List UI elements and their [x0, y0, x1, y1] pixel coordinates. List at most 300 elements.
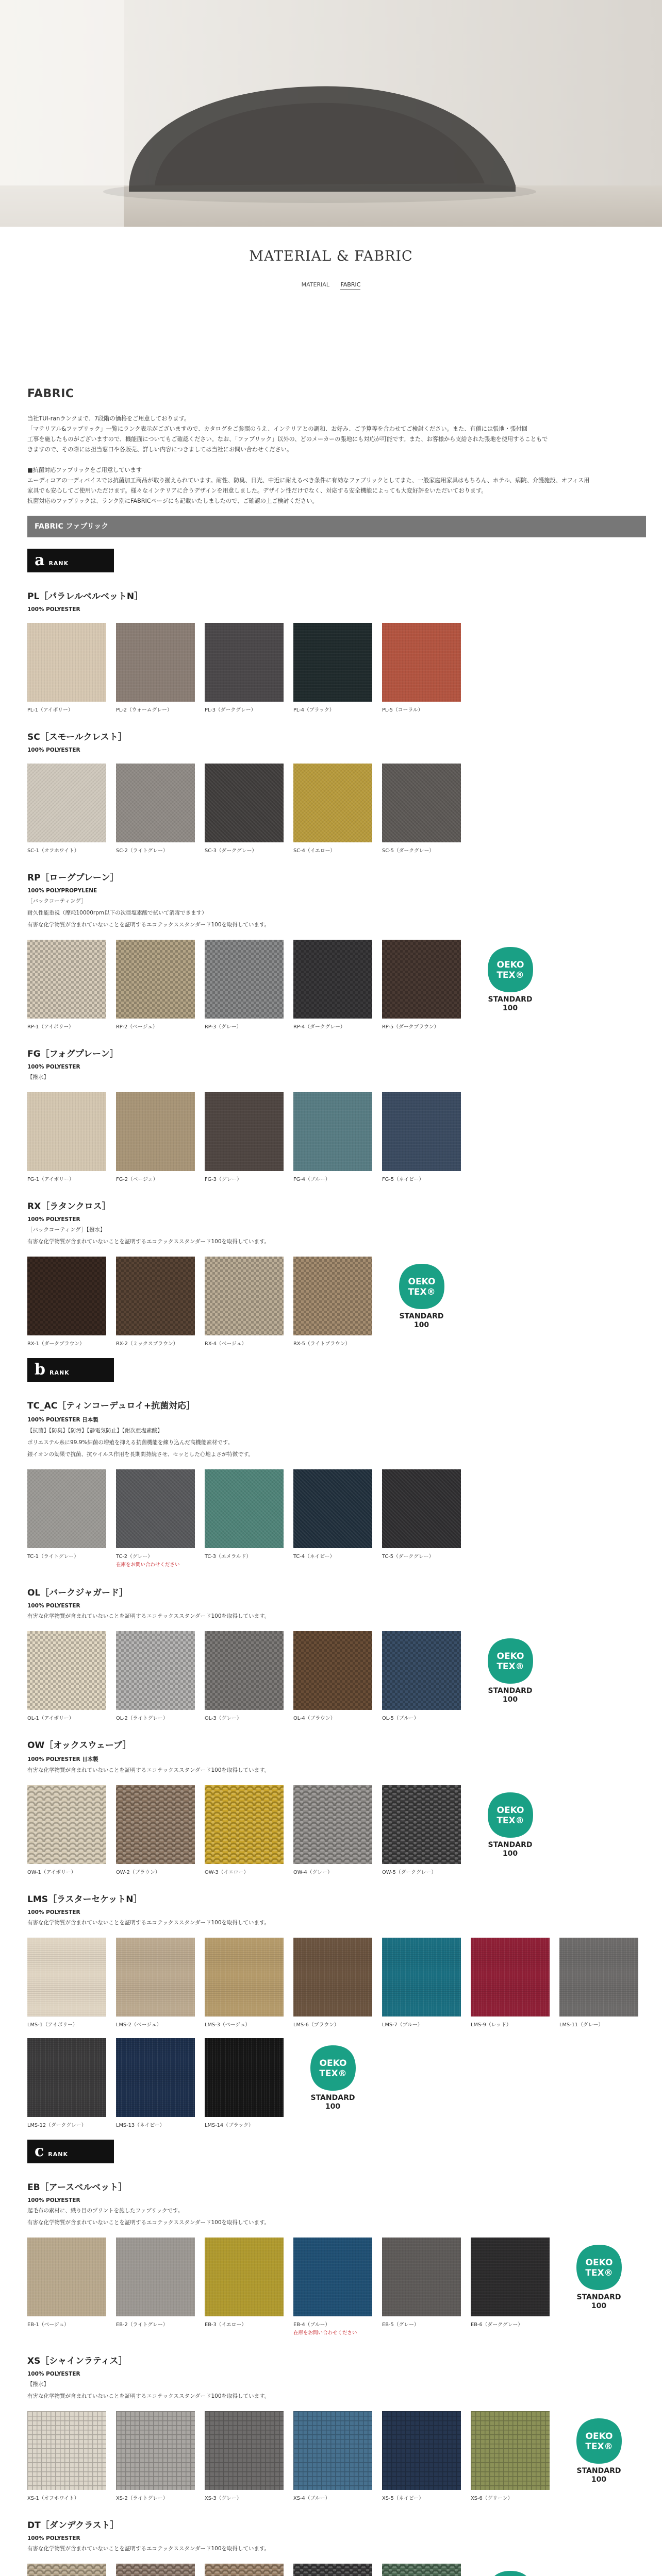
fabric-swatch[interactable]: [293, 623, 372, 713]
swatch-image[interactable]: [293, 2238, 372, 2316]
swatch-caption: TC-3（エメラルド）: [205, 1554, 252, 1560]
fabric-note: 銀イオンの効果で抗菌、抗ウイルス作用を長期間持続させ、セッとした心地よさが特徴です。: [27, 1451, 254, 1458]
swatch-image[interactable]: [471, 1938, 550, 2016]
swatch-caption: OW-1（アイボリー）: [27, 1870, 76, 1875]
swatch-caption: XS-5（ネイビー）: [382, 2496, 424, 2501]
oeko-word: OEKO: [408, 1276, 435, 1287]
fabric-swatch[interactable]: [293, 764, 372, 854]
swatch-image[interactable]: [382, 764, 461, 842]
swatch-caption: OW-2（ブラウン）: [116, 1870, 160, 1875]
swatch-image[interactable]: [116, 764, 195, 842]
fabric-swatch[interactable]: [116, 2564, 195, 2576]
breadcrumb-material-link[interactable]: MATERIAL: [301, 281, 329, 288]
swatch-image[interactable]: [293, 1938, 372, 2016]
fabric-title: XS［シャインラティス］: [27, 2356, 127, 2366]
swatch-image[interactable]: [382, 623, 461, 702]
swatch-image[interactable]: [116, 1785, 195, 1864]
fabric-swatch[interactable]: [116, 623, 195, 713]
swatch-grid: [27, 1092, 646, 1182]
oeko-tex-logo: [487, 2570, 534, 2576]
fabric-swatch[interactable]: [293, 1938, 372, 2028]
oeko-tex-badge: [559, 2238, 638, 2316]
swatch-image[interactable]: [27, 1092, 106, 1171]
oeko-tex-logo: [575, 2244, 623, 2291]
swatch-image[interactable]: [27, 2238, 106, 2316]
oeko-standard-label: [488, 1841, 533, 1858]
fabric-swatch[interactable]: [27, 1092, 106, 1182]
oeko-standard-word: STANDARD: [310, 2093, 355, 2102]
rank-list: [27, 537, 646, 2576]
swatch-image[interactable]: [116, 1938, 195, 2016]
swatch-image[interactable]: [471, 2411, 550, 2490]
swatch-caption: FG-4（ブルー）: [293, 1177, 330, 1182]
swatch-image[interactable]: [382, 2411, 461, 2490]
swatch-image[interactable]: [471, 2238, 550, 2316]
swatch-image[interactable]: [27, 623, 106, 702]
swatch-image[interactable]: [293, 1092, 372, 1171]
fabric-section: [27, 730, 646, 854]
swatch-image[interactable]: [205, 2411, 284, 2490]
oeko-standard-word: STANDARD: [488, 995, 533, 1004]
oeko-tex-logo: [575, 2417, 623, 2465]
fabric-note: 起毛布の素材に、織り目のプリントを施したファブリックです。: [27, 2208, 184, 2214]
fabric-section: [27, 2518, 646, 2576]
fabric-title: LMS［ラスターセケットN］: [27, 1894, 142, 1905]
swatch-image[interactable]: [27, 2038, 106, 2117]
swatch-image[interactable]: [205, 2038, 284, 2117]
swatch-caption: SC-4（イエロー）: [293, 848, 336, 854]
fabric-swatch[interactable]: [382, 1469, 461, 1560]
oeko-tex-logo: [309, 2044, 357, 2092]
fabric-swatch[interactable]: [205, 940, 284, 1030]
fabric-swatch[interactable]: [116, 2038, 195, 2128]
intro-line: ■抗菌対応ファブリックをご用意しています: [27, 467, 142, 473]
fabric-swatch[interactable]: [27, 2038, 106, 2128]
swatch-image[interactable]: [382, 1092, 461, 1171]
swatch-image[interactable]: [293, 2564, 372, 2576]
swatch-image[interactable]: [293, 623, 372, 702]
fabric-section: [27, 1199, 646, 1347]
fabric-swatch[interactable]: [27, 940, 106, 1030]
fabric-swatch[interactable]: [205, 1785, 284, 1875]
oeko-tex-badge: [471, 940, 550, 1019]
oeko-standard-label: [400, 1312, 444, 1330]
swatch-caption: LMS-3（ベージュ）: [205, 2022, 251, 2028]
rank-letter: c: [35, 2142, 44, 2160]
fabric-swatch[interactable]: [471, 1938, 550, 2028]
fabric-swatch[interactable]: [27, 1631, 106, 1721]
swatch-caption: LMS-13（ネイビー）: [116, 2123, 165, 2128]
oeko-standard-number: 100: [502, 1695, 518, 1704]
oeko-tex-badge: [293, 2038, 372, 2117]
rank-label-c: [27, 2140, 114, 2163]
swatch-caption: LMS-9（レッド）: [471, 2022, 511, 2028]
fabric-swatch[interactable]: [382, 1938, 461, 2028]
fabric-swatch[interactable]: [293, 1092, 372, 1182]
swatch-caption: LMS-11（グレー）: [559, 2022, 604, 2028]
swatch-image[interactable]: [205, 1631, 284, 1710]
swatch-image[interactable]: [116, 1257, 195, 1335]
swatch-image[interactable]: [205, 764, 284, 842]
swatch-image[interactable]: [116, 623, 195, 702]
swatch-image[interactable]: [205, 1785, 284, 1864]
fabric-swatch[interactable]: [382, 940, 461, 1030]
rank-word: RANK: [48, 560, 69, 567]
swatch-caption: LMS-7（ブルー）: [382, 2022, 423, 2028]
fabric-swatch[interactable]: [382, 2238, 461, 2328]
fabric-swatch[interactable]: [382, 1631, 461, 1721]
swatch-image[interactable]: [382, 1938, 461, 2016]
oeko-word: OEKO: [496, 959, 524, 970]
swatch-image[interactable]: [116, 1631, 195, 1710]
swatch-image[interactable]: [382, 1631, 461, 1710]
swatch-image[interactable]: [293, 1785, 372, 1864]
swatch-image[interactable]: [293, 764, 372, 842]
oeko-word: OEKO: [319, 2058, 346, 2069]
oeko-standard-word: STANDARD: [399, 1312, 444, 1320]
swatch-caption: FG-3（グレー）: [205, 1177, 242, 1182]
swatch-image[interactable]: [27, 1785, 106, 1864]
swatch-caption: PL-4（ブラック）: [293, 707, 335, 713]
fabric-note: 有害な化学物質が含まれていないことを証明するエコテックススタンダード100を取得しています。: [27, 1239, 270, 1245]
fabric-composition: 100% POLYESTER: [27, 747, 80, 753]
swatch-caption: SC-3（ダークグレー）: [205, 848, 257, 854]
fabric-title: RP［ローグプレーン］: [27, 873, 119, 883]
swatch-caption: PL-3（ダークグレー）: [205, 707, 256, 713]
fabric-composition: 100% POLYESTER: [27, 1603, 80, 1609]
fabric-note: 有害な化学物質が含まれていないことを証明するエコテックススタンダード100を取得しています。: [27, 922, 270, 928]
fabric-swatch[interactable]: [205, 1631, 284, 1721]
oeko-standard-label: [577, 2293, 621, 2311]
swatch-caption: RX-1（ダークブラウン）: [27, 1341, 85, 1347]
fabric-swatch[interactable]: [116, 2411, 195, 2501]
fabric-swatch[interactable]: [559, 1938, 638, 2028]
fabric-swatch[interactable]: [382, 2411, 461, 2501]
page-title: MATERIAL & FABRIC: [249, 248, 413, 264]
swatch-caption: RP-3（グレー）: [205, 1024, 242, 1030]
oeko-standard-label: [311, 2094, 355, 2111]
fabric-note: 有害な化学物質が含まれていないことを証明するエコテックススタンダード100を取得しています。: [27, 2393, 270, 2399]
intro-text: [27, 414, 646, 506]
swatch-caption: XS-4（ブルー）: [293, 2496, 330, 2501]
section-heading: FABRIC: [27, 387, 74, 400]
swatch-image[interactable]: [116, 2038, 195, 2117]
swatch-image[interactable]: [293, 2411, 372, 2490]
oeko-standard-label: [577, 2467, 621, 2484]
swatch-image[interactable]: [293, 1257, 372, 1335]
tex-word: TEX®: [585, 2267, 613, 2278]
fabric-swatch[interactable]: [27, 1469, 106, 1560]
fabric-swatch[interactable]: [116, 1938, 195, 2028]
fabric-swatch[interactable]: [205, 2038, 284, 2128]
fabric-note: 有害な化学物質が含まれていないことを証明するエコテックススタンダード100を取得しています。: [27, 2546, 270, 2552]
swatch-image[interactable]: [382, 2564, 461, 2576]
swatch-caption: SC-5（ダークグレー）: [382, 848, 435, 854]
swatch-caption: XS-6（グリーン）: [471, 2496, 513, 2501]
swatch-grid: [27, 1257, 646, 1347]
swatch-caption: PL-1（アイボリー）: [27, 707, 73, 713]
fabric-note: ［バックコーティング］【撥水】: [27, 1227, 106, 1233]
fabric-swatch[interactable]: [116, 1785, 195, 1875]
breadcrumb: [0, 281, 662, 288]
fabric-note: 有害な化学物質が含まれていないことを証明するエコテックススタンダード100を取得しています。: [27, 1767, 270, 1773]
swatch-image[interactable]: [382, 1469, 461, 1548]
fabric-note: 【撥水】: [27, 2381, 49, 2387]
fabric-swatch[interactable]: [471, 2411, 550, 2501]
swatch-caption: SC-1（オフホワイト）: [27, 848, 79, 854]
fabric-swatch[interactable]: [205, 764, 284, 854]
swatch-caption: LMS-12（ダークグレー）: [27, 2123, 87, 2128]
intro-line: 「マテリアル&ファブリック」一覧にランク表示がございますので、カタログをご参照のうえ、インテリアとの調和、お好み、ご予算等を合わせてご検討ください。また、有償には張地・張付回: [27, 426, 528, 432]
fabric-note: 耐久性能重視（摩耗10000rpm以下の次亜塩素酸で拭いて消毒できます）: [27, 910, 207, 916]
oeko-standard-label: [488, 1687, 533, 1704]
oeko-standard-word: STANDARD: [576, 2466, 621, 2475]
rank-label-b: [27, 1358, 114, 1382]
fabric-swatch[interactable]: [293, 2564, 372, 2576]
swatch-caption: FG-5（ネイビー）: [382, 1177, 424, 1182]
swatch-caption: OL-5（ブルー）: [382, 1716, 419, 1721]
swatch-image[interactable]: [382, 2238, 461, 2316]
swatch-image[interactable]: [27, 1631, 106, 1710]
fabric-swatch[interactable]: [27, 764, 106, 854]
fabric-swatch[interactable]: [116, 1092, 195, 1182]
fabric-swatch[interactable]: [293, 2238, 372, 2337]
swatch-caption: OL-4（ブラウン）: [293, 1716, 336, 1721]
fabric-swatch[interactable]: [471, 2238, 550, 2328]
oeko-word: OEKO: [496, 1651, 524, 1662]
oeko-standard-number: 100: [502, 1849, 518, 1858]
fabric-swatch[interactable]: [116, 1631, 195, 1721]
swatch-caption: TC-1（ライトグレー）: [27, 1554, 79, 1560]
swatch-caption: TC-5（ダークグレー）: [382, 1554, 434, 1560]
swatch-image[interactable]: [116, 2564, 195, 2576]
oeko-tex-logo: [487, 1637, 534, 1685]
fabric-swatch[interactable]: [205, 2564, 284, 2576]
swatch-caption: XS-3（グレー）: [205, 2496, 242, 2501]
oeko-tex-logo: [487, 1791, 534, 1839]
fabric-composition: 100% POLYESTER 日本製: [27, 1417, 98, 1423]
swatch-grid: [27, 2564, 646, 2576]
fabric-title: OW［オックスウェーブ］: [27, 1740, 131, 1751]
oeko-tex-logo: [398, 1263, 445, 1310]
fabric-swatch[interactable]: [27, 1257, 106, 1347]
fabric-swatch[interactable]: [27, 2411, 106, 2501]
swatch-image[interactable]: [116, 2411, 195, 2490]
tex-word: TEX®: [319, 2068, 347, 2079]
swatch-image[interactable]: [116, 1092, 195, 1171]
oeko-word: OEKO: [585, 2257, 613, 2268]
fabric-swatch[interactable]: [293, 940, 372, 1030]
oeko-standard-number: 100: [325, 2102, 341, 2111]
swatch-caption: RX-4（ベージュ）: [205, 1341, 247, 1347]
fabric-composition: 100% POLYESTER: [27, 1909, 80, 1916]
fabric-swatch[interactable]: [116, 940, 195, 1030]
swatch-caption: RP-4（ダークグレー）: [293, 1024, 345, 1030]
swatch-image[interactable]: [293, 940, 372, 1019]
stock-warning: 在庫をお問い合わせください: [116, 1562, 180, 1568]
fabric-composition: 100% POLYESTER: [27, 1064, 80, 1070]
intro-line: エーディコアの一ディバイスでは抗菌加工商品が取り揃えられています。耐性、防臭、日光、中近に耐えるべき条件に有効なファブリックとしてまた、一般家庭用家具はもちろん、ホテル、病院、介護施設、オフィス用: [27, 477, 590, 484]
swatch-caption: LMS-6（ブラウン）: [293, 2022, 339, 2028]
swatch-caption: LMS-2（ベージュ）: [116, 2022, 162, 2028]
main-content: [27, 387, 646, 2576]
swatch-image[interactable]: [382, 940, 461, 1019]
fabric-title: PL［パラレルベルベットN］: [27, 591, 143, 602]
swatch-image[interactable]: [559, 1938, 638, 2016]
fabric-swatch[interactable]: [116, 1257, 195, 1347]
swatch-image[interactable]: [116, 940, 195, 1019]
swatch-caption: FG-2（ベージュ）: [116, 1177, 158, 1182]
swatch-image[interactable]: [205, 1257, 284, 1335]
oeko-standard-number: 100: [591, 2475, 607, 2484]
swatch-grid: [27, 1785, 646, 1875]
fabric-swatch[interactable]: [382, 623, 461, 713]
fabric-section: [27, 1046, 646, 1182]
rank-label-a: [27, 549, 114, 572]
fabric-swatch[interactable]: [205, 2411, 284, 2501]
fabric-note: 有害な化学物質が含まれていないことを証明するエコテックススタンダード100を取得しています。: [27, 1613, 270, 1619]
swatch-caption: RX-5（ライトブラウン）: [293, 1341, 351, 1347]
swatch-image[interactable]: [27, 2564, 106, 2576]
fabric-category-bar: FABRIC ファブリック: [27, 516, 646, 537]
swatch-caption: PL-5（コーラル）: [382, 707, 423, 713]
fabric-swatch[interactable]: [27, 1938, 106, 2028]
fabric-swatch[interactable]: [27, 2238, 106, 2328]
fabric-swatch[interactable]: [293, 1785, 372, 1875]
fabric-title: RX［ラタンクロス］: [27, 1201, 111, 1212]
fabric-swatch[interactable]: [205, 1938, 284, 2028]
fabric-swatch[interactable]: [293, 1257, 372, 1347]
swatch-image[interactable]: [116, 2238, 195, 2316]
fabric-note: 有害な化学物質が含まれていないことを証明するエコテックススタンダード100を取得しています。: [27, 2219, 270, 2226]
oeko-standard-word: STANDARD: [488, 1686, 533, 1695]
swatch-image[interactable]: [27, 1257, 106, 1335]
fabric-swatch[interactable]: [293, 1469, 372, 1560]
swatch-caption: TC-4（ネイビー）: [293, 1554, 335, 1560]
swatch-grid: [27, 2411, 646, 2501]
rank-word: RANK: [48, 2151, 68, 2158]
swatch-image[interactable]: [205, 2564, 284, 2576]
fabric-note: ポリエステル糸に99.9%細菌の増殖を抑える抗菌機能を練り込んだ高機能素材です。: [27, 1439, 234, 1446]
fabric-swatch[interactable]: [27, 623, 106, 713]
swatch-image[interactable]: [205, 1469, 284, 1548]
fabric-note: 【撥水】: [27, 1074, 49, 1080]
fabric-swatch[interactable]: [27, 2564, 106, 2576]
fabric-composition: 100% POLYESTER: [27, 606, 80, 613]
oeko-tex-logo: [487, 946, 534, 993]
swatch-grid: [27, 1631, 646, 1721]
fabric-swatch[interactable]: [293, 1631, 372, 1721]
fabric-swatch[interactable]: [382, 1785, 461, 1875]
intro-line: 工事を施したものがございますので、機能面についてもご確認ください。なお、「ファブリック」以外の、どのメーカーの張地にも対応が可能です。また、お客様から支給された張地を使用することもで: [27, 436, 548, 443]
oeko-tex-badge: [559, 2411, 638, 2490]
swatch-image[interactable]: [27, 1469, 106, 1548]
fabric-swatch[interactable]: [382, 1092, 461, 1182]
fabric-title: SC［スモールクレスト］: [27, 732, 127, 742]
oeko-tex-badge: [471, 2564, 550, 2576]
swatch-image[interactable]: [27, 1938, 106, 2016]
swatch-caption: OL-1（アイボリー）: [27, 1716, 74, 1721]
fabric-note: ［バックコーティング］: [27, 898, 87, 904]
swatch-image[interactable]: [205, 623, 284, 702]
fabric-note: 有害な化学物質が含まれていないことを証明するエコテックススタンダード100を取得しています。: [27, 1920, 270, 1926]
fabric-section: [27, 589, 646, 713]
tex-word: TEX®: [496, 1661, 524, 1672]
swatch-image[interactable]: [205, 940, 284, 1019]
swatch-caption: TC-2（グレー）: [116, 1554, 153, 1560]
oeko-standard-number: 100: [502, 1004, 518, 1012]
oeko-standard-label: [488, 995, 533, 1013]
fabric-swatch[interactable]: [293, 2411, 372, 2501]
fabric-swatch[interactable]: [382, 2564, 461, 2576]
swatch-caption: LMS-14（ブラック）: [205, 2123, 254, 2128]
swatch-caption: OW-3（イエロー）: [205, 1870, 249, 1875]
fabric-swatch[interactable]: [205, 623, 284, 713]
swatch-image[interactable]: [27, 940, 106, 1019]
fabric-swatch[interactable]: [116, 1469, 195, 1569]
swatch-grid: [27, 1469, 646, 1569]
oeko-tex-badge: [382, 1257, 461, 1335]
fabric-swatch[interactable]: [27, 1785, 106, 1875]
fabric-title: FG［フォグプレーン］: [27, 1049, 119, 1059]
fabric-composition: 100% POLYESTER: [27, 2371, 80, 2377]
swatch-image[interactable]: [27, 764, 106, 842]
fabric-swatch[interactable]: [205, 1092, 284, 1182]
fabric-swatch[interactable]: [205, 2238, 284, 2328]
fabric-section: [27, 1398, 646, 1569]
swatch-image[interactable]: [293, 1469, 372, 1548]
swatch-caption: XS-1（オフホワイト）: [27, 2496, 79, 2501]
fabric-section: [27, 1738, 646, 1875]
fabric-section: [27, 2353, 646, 2501]
swatch-image[interactable]: [293, 1631, 372, 1710]
rank-letter: b: [35, 1361, 45, 1379]
fabric-swatch[interactable]: [116, 764, 195, 854]
fabric-swatch[interactable]: [205, 1257, 284, 1347]
intro-gap: [27, 455, 646, 465]
swatch-caption: EB-6（ダークグレー）: [471, 2322, 523, 2328]
fabric-composition: 100% POLYESTER: [27, 1216, 80, 1223]
oeko-standard-number: 100: [413, 1320, 429, 1329]
swatch-image[interactable]: [205, 1092, 284, 1171]
swatch-caption: EB-4（ブルー）: [293, 2322, 330, 2328]
swatch-caption: EB-3（イエロー）: [205, 2322, 247, 2328]
oeko-word: OEKO: [496, 1805, 524, 1816]
swatch-caption: PL-2（ウォームグレー）: [116, 707, 172, 713]
fabric-swatch[interactable]: [116, 2238, 195, 2328]
swatch-image[interactable]: [205, 2238, 284, 2316]
swatch-caption: LMS-1（アイボリー）: [27, 2022, 78, 2028]
swatch-caption: OL-2（ライトグレー）: [116, 1716, 168, 1721]
swatch-caption: EB-5（グレー）: [382, 2322, 419, 2328]
swatch-caption: RP-1（アイボリー）: [27, 1024, 74, 1030]
swatch-image[interactable]: [382, 1785, 461, 1864]
swatch-caption: OL-3（グレー）: [205, 1716, 242, 1721]
fabric-section: [27, 870, 646, 1030]
tex-word: TEX®: [496, 970, 524, 980]
swatch-image[interactable]: [27, 2411, 106, 2490]
swatch-image[interactable]: [116, 1469, 195, 1548]
fabric-swatch[interactable]: [382, 764, 461, 854]
swatch-caption: RP-2（ベージュ）: [116, 1024, 158, 1030]
hero-image: [0, 0, 662, 227]
oeko-word: OEKO: [585, 2431, 613, 2442]
fabric-composition: 100% POLYPROPYLENE: [27, 888, 97, 894]
fabric-swatch[interactable]: [205, 1469, 284, 1560]
swatch-image[interactable]: [205, 1938, 284, 2016]
breadcrumb-fabric-link[interactable]: FABRIC: [340, 281, 360, 290]
swatch-grid: [27, 2238, 646, 2337]
